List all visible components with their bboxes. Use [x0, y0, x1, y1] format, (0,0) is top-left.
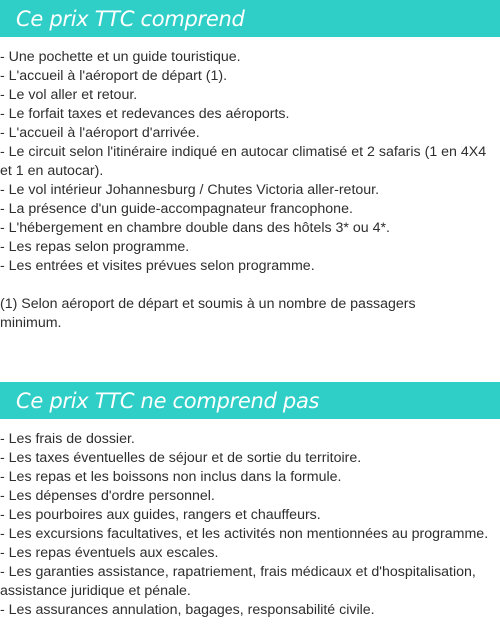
list-item: - Les entrées et visites prévues selon programme. [0, 258, 315, 274]
excluded-section-title: Ce prix TTC ne comprend pas [16, 388, 320, 413]
list-item: - Les excursions facultatives, et les activités non mentionnées au programme. [0, 526, 489, 542]
list-item: - La présence d'un guide-accompagnateur francophone. [0, 201, 353, 217]
list-item: - Les repas selon programme. [0, 239, 190, 255]
list-item: - L'accueil à l'aéroport de départ (1). [0, 68, 228, 84]
list-item: - Les repas éventuels aux escales. [0, 545, 219, 561]
list-item: - Les pourboires aux guides, rangers et chauffeurs. [0, 507, 321, 523]
footnote: (1) Selon aéroport de départ et soumis à un nombre de passagers minimum. [0, 296, 416, 331]
list-item: - Les garanties assistance, rapatriement, frais médicaux et d'hospitalisation, assistance juridique et pénale. [0, 564, 476, 599]
list-item: - Les taxes éventuelles de séjour et de sortie du territoire. [0, 450, 362, 466]
list-item: - Le forfait taxes et redevances des aéroports. [0, 106, 290, 122]
list-item: - Les assurances annulation, bagages, responsabilité civile. [0, 602, 375, 618]
list-item: - Les repas et les boissons non inclus dans la formule. [0, 469, 342, 485]
list-item: - Les frais de dossier. [0, 431, 135, 447]
list-item: - Les dépenses d'ordre personnel. [0, 488, 215, 504]
excluded-section-header [0, 382, 500, 419]
list-item: - L'accueil à l'aéroport d'arrivée. [0, 125, 200, 141]
included-items-list [0, 48, 496, 276]
list-item: - Le vol intérieur Johannesburg / Chutes Victoria aller-retour. [0, 182, 380, 198]
list-item: - Le circuit selon l'itinéraire indiqué en autocar climatisé et 2 safaris (1 en 4X4 et 1 en autocar). [0, 144, 487, 179]
list-item: - L'hébergement en chambre double dans des hôtels 3* ou 4*. [0, 220, 390, 236]
list-item: - Une pochette et un guide touristique. [0, 49, 241, 65]
included-section-title: Ce prix TTC comprend [16, 6, 245, 31]
included-section-header [0, 0, 500, 37]
excluded-items-list [0, 430, 496, 620]
list-item: - Le vol aller et retour. [0, 87, 138, 103]
